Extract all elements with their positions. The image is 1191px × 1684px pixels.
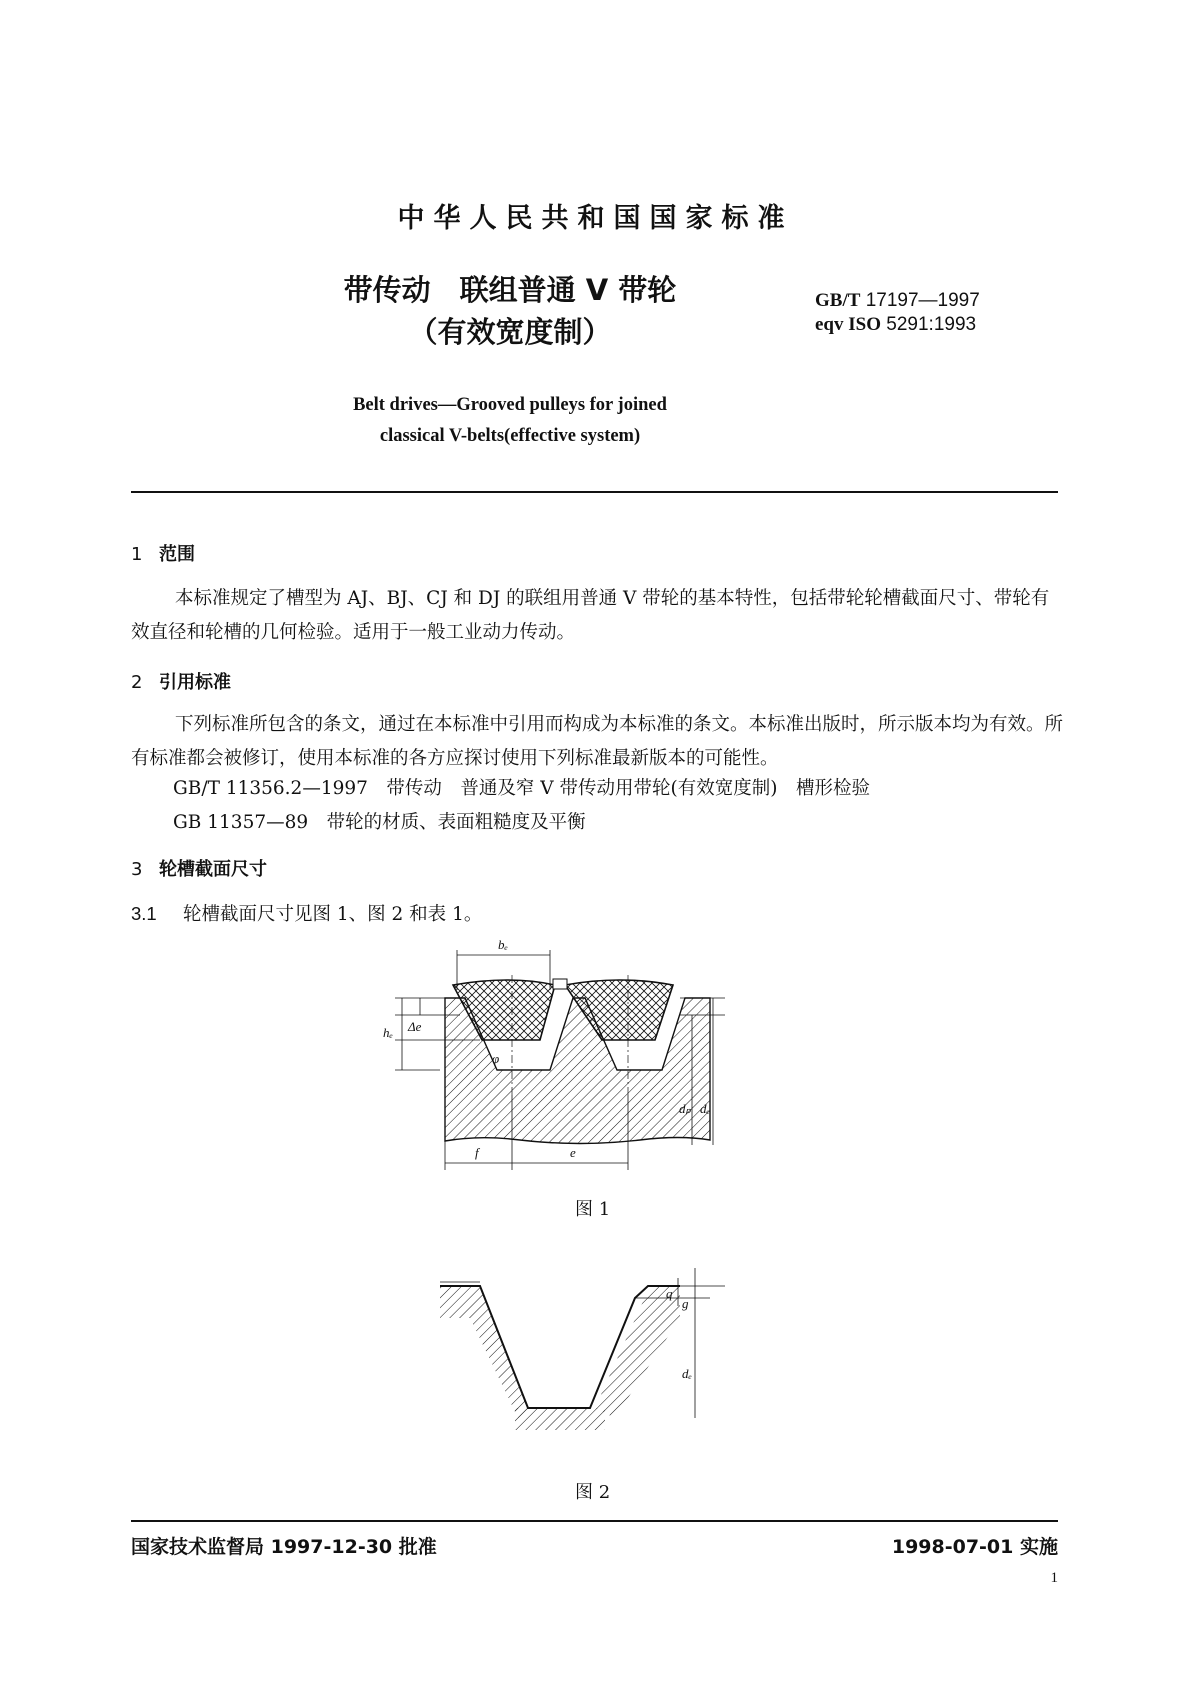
section-1-heading [131,540,195,566]
section-number: 1 [131,544,143,565]
approval-date: 国家技术监督局 1997-12-30 批准 [131,1536,437,1558]
section-title: 引用标准 [159,672,231,693]
standard-eqv [815,314,976,336]
label-f: f [475,1145,479,1160]
footer-rule [131,1520,1058,1522]
clause-number: 3.1 [131,903,157,924]
label-de: dₑ [700,1101,710,1116]
figure-1-groove-section [380,935,800,1180]
label-de: dₑ [682,1366,692,1381]
standard-code [815,290,980,312]
clause-3-1 [131,897,1066,932]
section-title: 范围 [159,544,195,565]
label-delta-e: Δe [408,1019,422,1034]
section-2-heading [131,668,231,694]
reference-2: GB 11357—89 带轮的材质、表面粗糙度及平衡 [173,812,586,833]
standard-code-number: 17197—1997 [865,290,980,311]
effective-date: 1998-07-01 实施 [891,1536,1058,1558]
section-title: 轮槽截面尺寸 [159,859,267,880]
title-zh-line1: 带传动 联组普通 V 带轮 [343,273,677,307]
label-dp: dₚ [679,1101,692,1116]
header-rule [131,491,1058,493]
standard-eqv-number: 5291:1993 [886,314,977,335]
refs-intro-paragraph: 下列标准所包含的条文，通过在本标准中引用而构成为本标准的条文。本标准出版时，所示版本均为有效。所有标准都会被修订，使用本标准的各方应探讨使用下列标准最新版本的可能性。 [131,714,1064,769]
page-number: 1 [1050,1570,1058,1586]
title-en-line1: Belt drives—Grooved pulleys for joined [353,395,667,415]
standard-eqv-prefix: eqv ISO [815,314,881,335]
standard-code-prefix: GB/T [815,290,861,311]
title-zh-line2: （有效宽度制） [408,315,612,349]
national-standard-header: 中华人民共和国国家标准 [397,203,794,234]
label-psi: φ [492,1051,500,1066]
section-number: 2 [131,672,143,693]
figure-2-caption: 图 2 [575,1482,611,1503]
belt-tie-band [553,979,567,989]
reference-1: GB/T 11356.2—1997 带传动 普通及窄 V 带传动用带轮(有效宽度制) 槽形检验 [173,778,870,799]
label-g: g [682,1296,689,1311]
title-en-line2: classical V-belts(effective system) [379,426,641,446]
label-he: hₑ [383,1025,393,1040]
label-q: q [666,1286,673,1301]
scope-paragraph: 本标准规定了槽型为 AJ、BJ、CJ 和 DJ 的联组用普通 V 带轮的基本特性，包括带轮轮槽截面尺寸、带轮有效直径和轮槽的几何检验。适用于一般工业动力传动。 [131,588,1050,643]
figure-1-caption: 图 1 [575,1199,611,1220]
clause-text: 轮槽截面尺寸见图 1、图 2 和表 1。 [183,904,483,925]
label-be: bₑ [498,937,508,952]
section-3-heading [131,855,267,881]
label-e: e [570,1145,576,1160]
section-number: 3 [131,859,143,880]
figure-2-groove-profile [440,1258,750,1458]
